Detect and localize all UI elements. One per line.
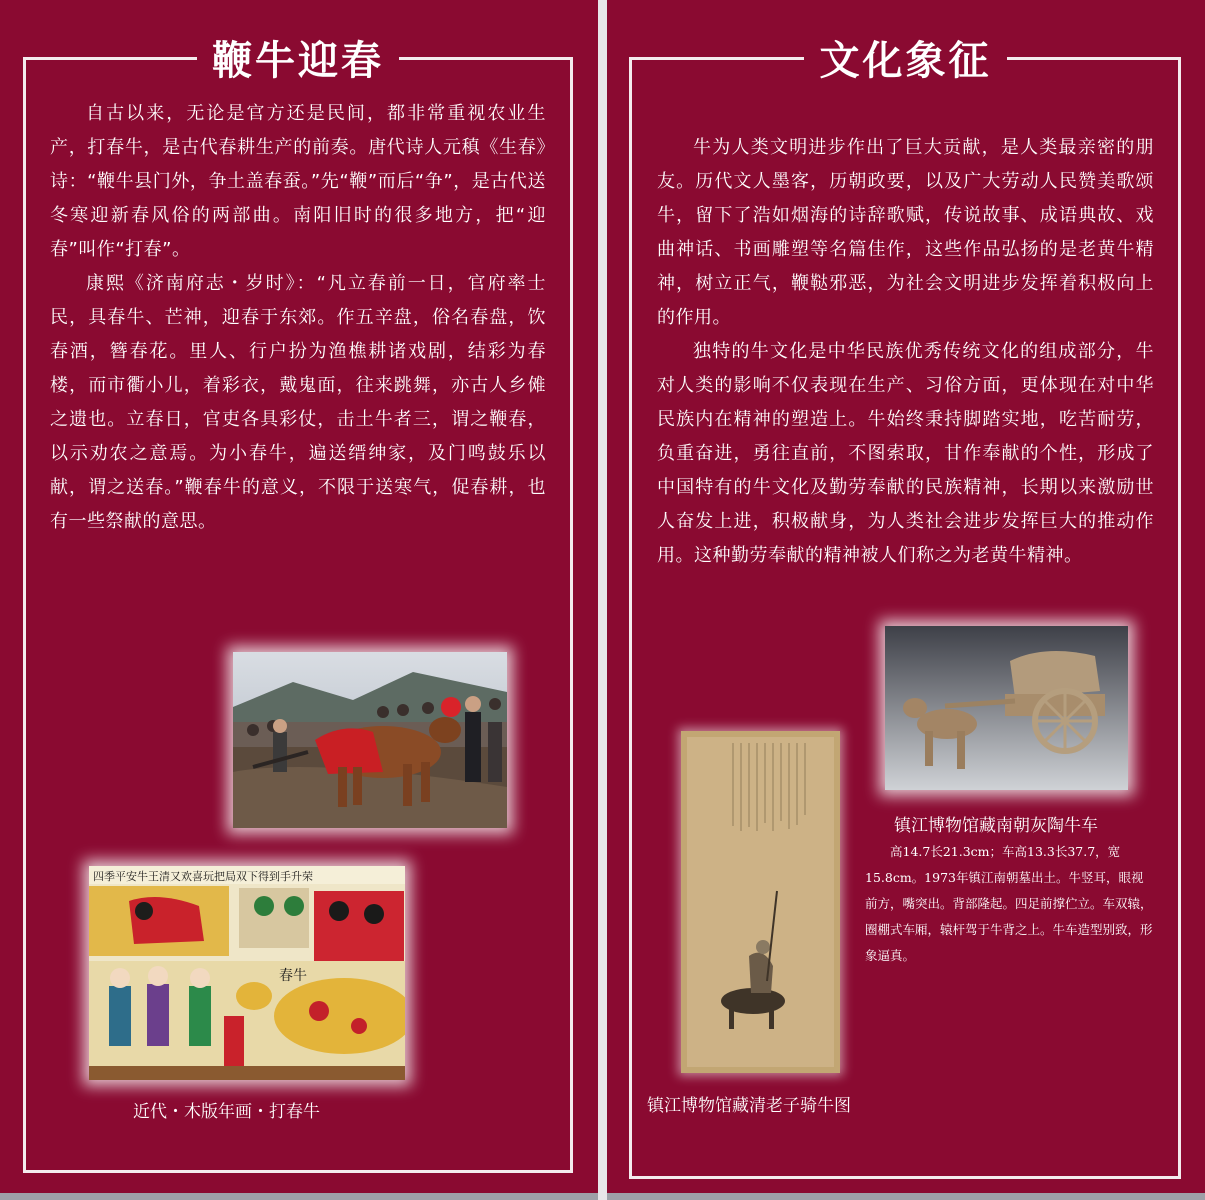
left-panel [0, 0, 598, 1200]
woodblock-ox-text: 春牛 [279, 968, 307, 984]
right-panel [607, 0, 1205, 1200]
left-title: 鞭牛迎春 [212, 36, 384, 84]
left-paragraph-1: 自古以来，无论是官方还是民间，都非常重视农业生产，打春牛，是古代春耕生产的前奏。唐代诗人元稹《生春》诗：“鞭牛县门外，争土盖春蚕。”先“鞭”而后“争”，是古代送冬寒迎新春风俗的两部曲。南阳旧时的很多地方，把“迎春”叫作“打春”。 [50, 103, 546, 260]
left-title-wrap [197, 28, 399, 86]
right-title-wrap [804, 28, 1007, 86]
ox-plowing-photo [233, 652, 507, 828]
ox-cart-caption: 镇江博物馆藏南朝灰陶牛车 [894, 816, 1098, 836]
right-paragraph-1: 牛为人类文明进步作出了巨大贡献，是人类最亲密的朋友。历代文人墨客，历朝政要，以及广大劳动人民赞美歌颂牛，留下了浩如烟海的诗辞歌赋，传说故事、成语典故、戏曲神话、书画雕塑等名篇佳作，这些作品弘扬的是老黄牛精神，树立正气，鞭鞑邪恶，为社会文明进步发挥着积极向上的作用。 [657, 137, 1154, 328]
woodblock-top-text: 四季平安牛王清又欢喜玩把局双下得到手升荣 [93, 870, 313, 883]
right-body-text [657, 131, 1154, 573]
woodblock-caption: 近代・木版年画・打春牛 [133, 1102, 320, 1122]
ox-cart-note [865, 839, 1153, 969]
left-paragraph-2: 康熙《济南府志・岁时》：“凡立春前一日，官府率士民，具春牛、芒神，迎春于东郊。作五辛盘，俗名春盘，饮春酒，簪春花。里人、行户扮为渔樵耕诸戏剧，结彩为春楼，而市衢小儿，着彩衣，戴鬼面，往来跳舞，亦古人乡傩之遗也。立春日，官吏各具彩仗，击土牛者三，谓之鞭春，以示劝农之意焉。为小春牛，遍送缙绅家，及门鸣鼓乐以献，谓之送春。”鞭春牛的意义，不限于送寒气，促春耕，也有一些祭献的意思。 [50, 273, 546, 532]
ox-cart-note-text: 高14.7长21.3cm；车高13.3长37.7，宽15.8cm。1973年镇江南朝墓出土。牛竖耳，眼视前方，嘴突出。背部隆起。四足前撑伫立。车双辕，圈棚式车厢，辕杆驾于牛背之上。牛车造型别致，形象逼真。 [865, 844, 1153, 963]
right-paragraph-2: 独特的牛文化是中华民族优秀传统文化的组成部分，牛对人类的影响不仅表现在生产、习俗方面，更体现在对中华民族内在精神的塑造上。牛始终秉持脚踏实地，吃苦耐劳，负重奋进，勇往直前，不图索取，甘作奉献的个性，形成了中国特有的牛文化及勤劳奉献的民族精神，长期以来激励世人奋发上进，积极献身，为人类社会进步发挥巨大的推动作用。这种勤劳奉献的精神被人们称之为老黄牛精神。 [657, 341, 1154, 566]
ox-cart-photo [885, 626, 1128, 790]
left-bottom-strip [0, 1193, 598, 1200]
laozi-scroll-image [681, 731, 840, 1073]
woodblock-print-image [89, 866, 405, 1080]
right-bottom-strip [607, 1193, 1205, 1200]
right-title: 文化象征 [819, 36, 992, 84]
laozi-scroll-caption: 镇江博物馆藏清老子骑牛图 [647, 1096, 851, 1116]
left-body-text [50, 97, 546, 539]
